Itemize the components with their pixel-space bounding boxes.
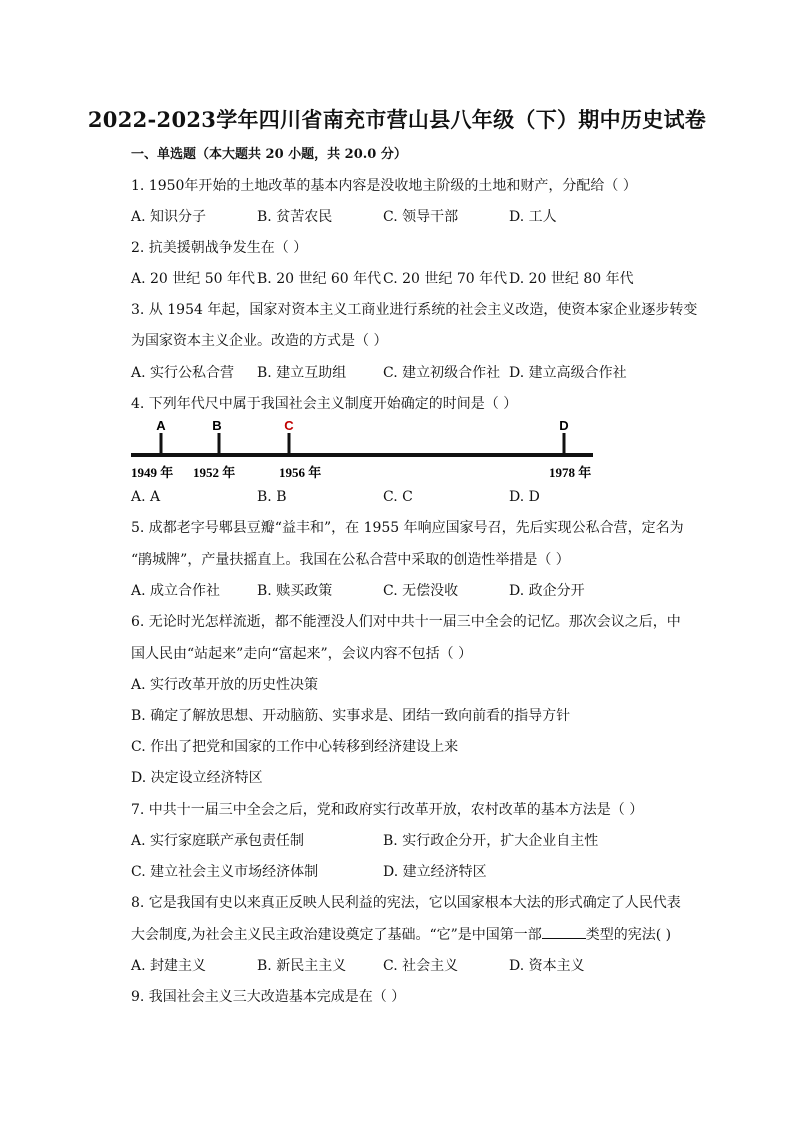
question-9: 9. 我国社会主义三大改造基本完成是在（ ） <box>131 989 406 1005</box>
timeline-diagram <box>131 418 601 488</box>
q4-option-d[interactable]: D. D <box>509 489 540 505</box>
timeline-year-1978: 1978 年 <box>549 465 592 480</box>
q7-option-a[interactable]: A. 实行家庭联产承包责任制 <box>131 833 305 849</box>
timeline-label-a: A <box>156 418 166 433</box>
q8-option-a[interactable]: A. 封建主义 <box>131 958 207 974</box>
q7-option-b[interactable]: B. 实行政企分开，扩大企业自主性 <box>383 833 599 849</box>
answer-blank <box>542 926 586 939</box>
question-2: 2. 抗美援朝战争发生在（ ） <box>131 240 308 256</box>
question-8-line-2-tail: 类型的宪法( ) <box>585 927 672 943</box>
q8-option-c[interactable]: C. 社会主义 <box>383 958 459 974</box>
q1-option-c[interactable]: C. 领导干部 <box>383 209 459 225</box>
q3-option-b[interactable]: B. 建立互助组 <box>257 365 347 381</box>
q5-option-b[interactable]: B. 赎买政策 <box>257 583 333 599</box>
q2-option-a[interactable]: A. 20 世纪 50 年代 <box>131 271 255 287</box>
question-4: 4. 下列年代尺中属于我国社会主义制度开始确定的时间是（ ） <box>131 396 518 412</box>
q8-option-d[interactable]: D. 资本主义 <box>509 958 585 974</box>
q7-option-d[interactable]: D. 建立经济特区 <box>383 864 487 880</box>
q8-option-b[interactable]: B. 新民主主义 <box>257 958 347 974</box>
q5-option-a[interactable]: A. 成立合作社 <box>131 583 221 599</box>
q4-option-a[interactable]: A. A <box>131 489 161 505</box>
q4-option-c[interactable]: C. C <box>383 489 413 505</box>
question-6-line-1: 6. 无论时光怎样流逝，都不能湮没人们对中共十一届三中全会的记忆。那次会议之后，中 <box>131 614 681 630</box>
question-8-line-1: 8. 它是我国有史以来真正反映人民利益的宪法，它以国家根本大法的形式确定了人民代表 <box>131 895 681 911</box>
year-timeline <box>131 418 601 488</box>
q6-option-c[interactable]: C. 作出了把党和国家的工作中心转移到经济建设上来 <box>131 739 459 755</box>
timeline-label-d: D <box>559 418 569 433</box>
question-3-line-1: 3. 从 1954 年起，国家对资本主义工商业进行系统的社会主义改造，使资本家企业逐步转变 <box>131 302 698 318</box>
q3-option-c[interactable]: C. 建立初级合作社 <box>383 365 501 381</box>
q1-option-a[interactable]: A. 知识分子 <box>131 209 207 225</box>
q1-option-b[interactable]: B. 贫苦农民 <box>257 209 333 225</box>
q3-option-d[interactable]: D. 建立高级合作社 <box>509 365 627 381</box>
q6-option-a[interactable]: A. 实行改革开放的历史性决策 <box>131 677 319 693</box>
timeline-year-1956: 1956 年 <box>279 465 322 480</box>
question-5-line-1: 5. 成都老字号郫县豆瓣“益丰和”，在 1955 年响应国家号召，先后实现公私合营，定名为 <box>131 520 684 536</box>
q5-option-c[interactable]: C. 无偿没收 <box>383 583 459 599</box>
q3-option-a[interactable]: A. 实行公私合营 <box>131 365 235 381</box>
q2-option-b[interactable]: B. 20 世纪 60 年代 <box>257 271 382 287</box>
q1-option-d[interactable]: D. 工人 <box>509 209 557 225</box>
q2-option-d[interactable]: D. 20 世纪 80 年代 <box>509 271 634 287</box>
exam-title: 2022-2023学年四川省南充市营山县八年级（下）期中历史试卷 <box>87 107 707 132</box>
timeline-year-1952: 1952 年 <box>193 465 236 480</box>
question-5-line-2: “鹃城牌”，产量扶摇直上。我国在公私合营中采取的创造性举措是（ ） <box>131 552 570 568</box>
question-7: 7. 中共十一届三中全会之后，党和政府实行改革开放，农村改革的基本方法是（ ） <box>131 802 644 818</box>
timeline-label-c: C <box>284 418 294 433</box>
section-heading: 一、单选题（本大题共 20 小题，共 20.0 分） <box>131 147 407 162</box>
q5-option-d[interactable]: D. 政企分开 <box>509 583 585 599</box>
question-1: 1. 1950年开始的土地改革的基本内容是没收地主阶级的土地和财产，分配给（ ） <box>131 178 637 194</box>
question-6-line-2: 国人民由“站起来”走向“富起来”，会议内容不包括（ ） <box>131 646 473 662</box>
q6-option-d[interactable]: D. 决定设立经济特区 <box>131 770 263 786</box>
question-3-line-2: 为国家资本主义企业。改造的方式是（ ） <box>131 333 388 349</box>
timeline-year-1949: 1949 年 <box>131 465 174 480</box>
timeline-label-b: B <box>212 418 222 433</box>
q2-option-c[interactable]: C. 20 世纪 70 年代 <box>383 271 508 287</box>
question-8-line-2 <box>131 926 671 944</box>
question-8-line-2-text: 大会制度,为社会主义民主政治建设奠定了基础。“它”是中国第一部 <box>131 927 542 943</box>
q4-option-b[interactable]: B. B <box>257 489 287 505</box>
q6-option-b[interactable]: B. 确定了解放思想、开动脑筋、实事求是、团结一致向前看的指导方针 <box>131 708 571 724</box>
q7-option-c[interactable]: C. 建立社会主义市场经济体制 <box>131 864 319 880</box>
